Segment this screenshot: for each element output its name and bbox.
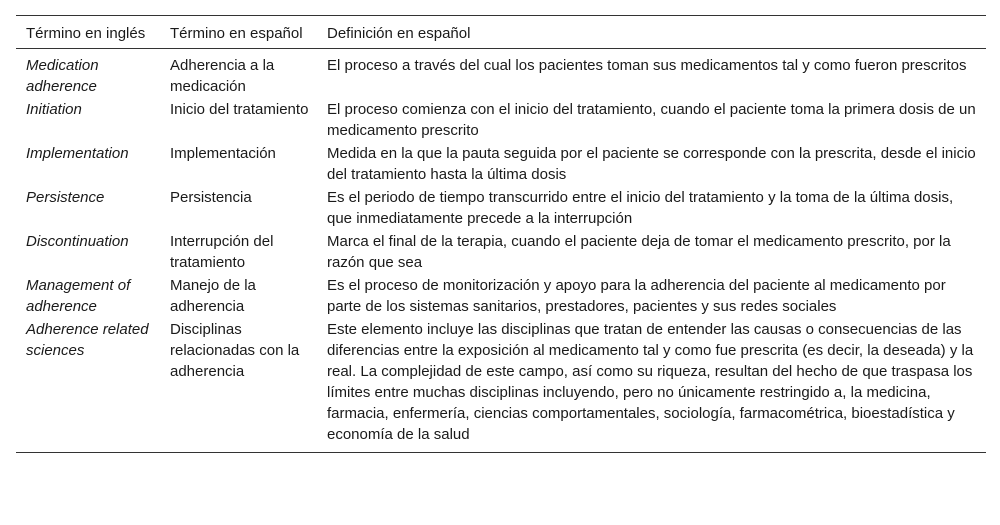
cell-english-term: Adherence related sciences [26, 321, 149, 359]
table-row [16, 231, 986, 275]
table-row [16, 99, 986, 143]
cell-spanish-term: Interrupción del tratamiento [170, 233, 274, 271]
cell-spanish-term: Persistencia [170, 189, 252, 206]
cell-english-term: Implementation [26, 145, 129, 162]
cell-definition: El proceso a través del cual los pacientes toman sus medicamentos tal y como fueron prescritos [327, 57, 967, 74]
cell-english-term: Discontinuation [26, 233, 129, 250]
cell-definition: Medida en la que la pauta seguida por el paciente se corresponde con la prescrita, desde el inicio del tratamiento hasta la última dosis [327, 145, 976, 183]
header-spanish-term: Término en español [170, 25, 303, 42]
terminology-table-container [16, 15, 986, 453]
table-row [16, 187, 986, 231]
cell-spanish-term: Implementación [170, 145, 276, 162]
cell-definition: El proceso comienza con el inicio del tratamiento, cuando el paciente toma la primera dosis de un medicamento prescrito [327, 101, 976, 139]
cell-english-term: Initiation [26, 101, 82, 118]
header-english-term: Término en inglés [26, 25, 146, 42]
cell-definition: Es el proceso de monitorización y apoyo para la adherencia del paciente al medicamento por parte de los sistemas sanitarios, prestadores, pacientes y sus redes sociales [327, 277, 946, 315]
cell-spanish-term: Inicio del tratamiento [170, 101, 309, 118]
cell-definition: Es el periodo de tiempo transcurrido entre el inicio del tratamiento y la toma de la última dosis, que inmediatamente precede a la interrupción [327, 189, 954, 227]
cell-english-term: Management of adherence [26, 277, 131, 315]
table-row [16, 49, 986, 100]
table-header-row [16, 16, 986, 49]
cell-definition: Marca el final de la terapia, cuando el paciente deja de tomar el medicamento prescrito, por la razón que sea [327, 233, 951, 271]
terminology-table [16, 15, 986, 453]
header-definition: Definición en español [327, 25, 471, 42]
table-row [16, 143, 986, 187]
cell-spanish-term: Disciplinas relacionadas con la adherencia [170, 321, 300, 380]
cell-spanish-term: Manejo de la adherencia [170, 277, 256, 315]
table-row [16, 275, 986, 319]
cell-spanish-term: Adherencia a la medicación [170, 57, 275, 95]
cell-definition: Este elemento incluye las disciplinas que tratan de entender las causas o consecuencias de las diferencias entre la exposición al medicamento tal y como fue prescrita (es decir, la deseada) y la real. La complejidad de este campo, así como su riqueza, resultan del hecho de que traspasa los límites entre muchas disciplinas incluyendo, pero no únicamente restringido a, la medicina, farmacia, enfermería, ciencias comportamentales, sociología, farmacométrica, bioestadística y economía de la salud [327, 321, 974, 443]
table-row [16, 319, 986, 453]
cell-english-term: Medication adherence [26, 57, 99, 95]
cell-english-term: Persistence [26, 189, 105, 206]
